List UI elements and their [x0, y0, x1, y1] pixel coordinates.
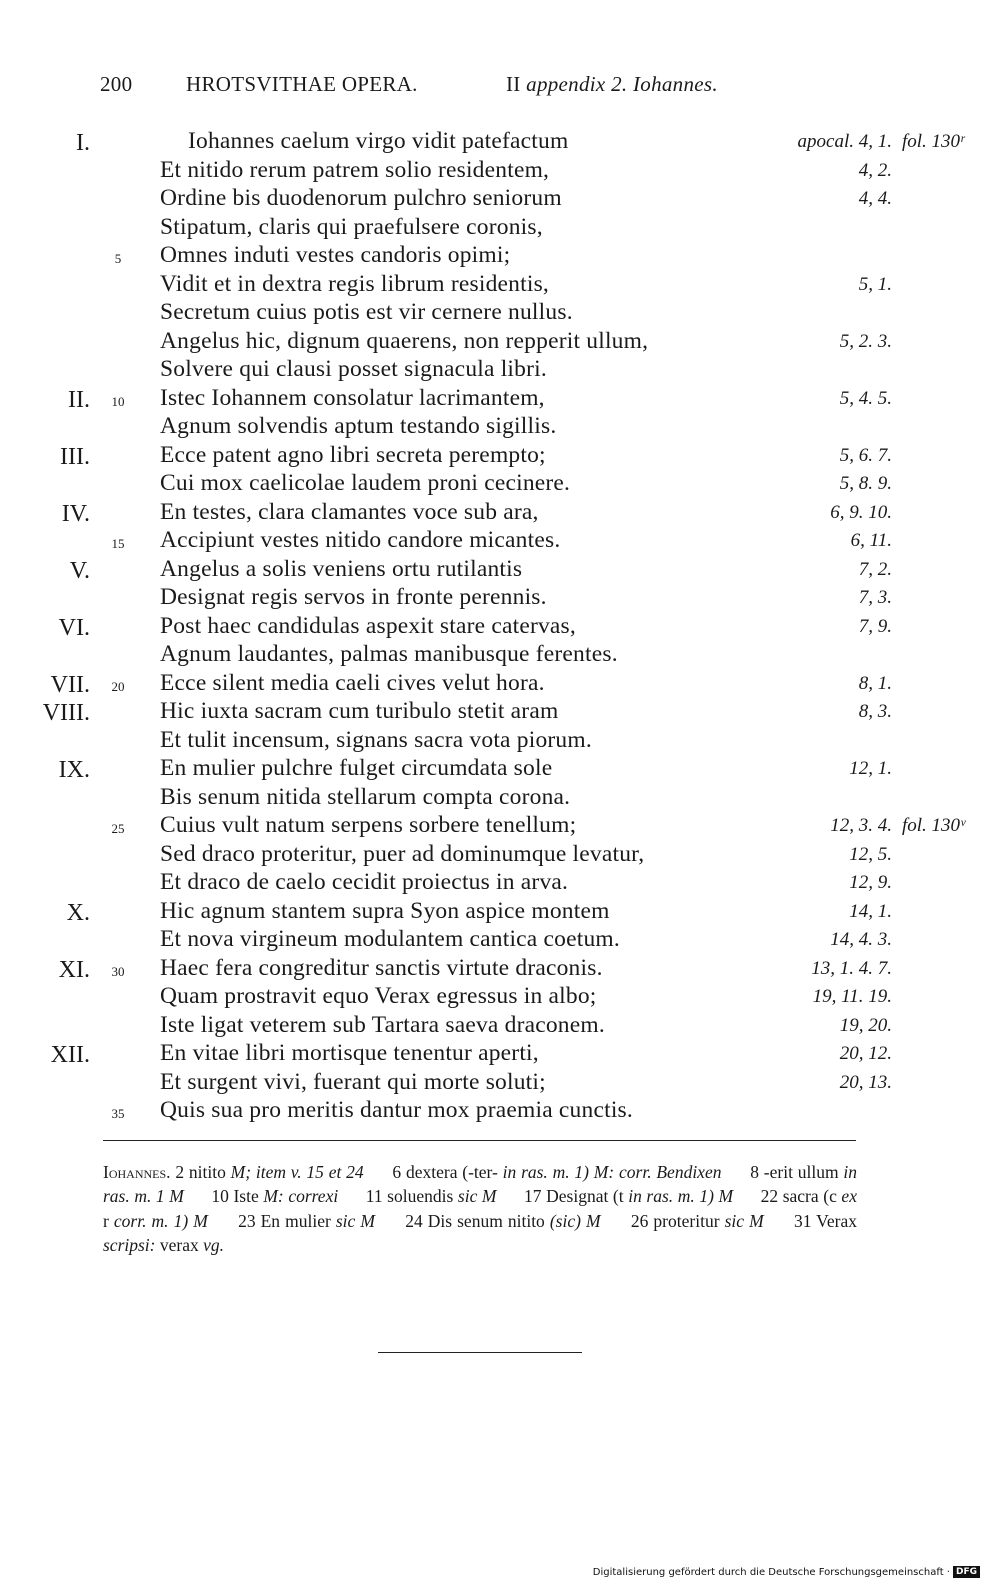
- line-number: 30: [111, 963, 125, 979]
- verse-text: Accipiunt vestes nitido candore micantes.: [160, 527, 561, 553]
- verse-text: Ecce silent media caeli cives velut hora.: [160, 669, 545, 696]
- section-numeral: VII.: [50, 671, 90, 698]
- note-fragment: M: correxi: [263, 1186, 339, 1207]
- scripture-reference: 5, 8. 9.: [839, 473, 892, 494]
- scripture-reference: 4, 2.: [858, 159, 892, 181]
- verse-text: Quam prostravit equo Verax egressus in albo;: [160, 983, 597, 1009]
- scripture-reference: 7, 2.: [858, 558, 892, 580]
- scripture-reference: 6, 11.: [850, 530, 892, 551]
- note-fragment: 24 Dis senum nitito: [374, 1210, 550, 1231]
- note-fragment: M; item v. 15 et 24: [230, 1162, 364, 1182]
- verse-text: Cuius vult natum serpens sorbere tenellum;: [160, 812, 577, 838]
- section-numeral: X.: [66, 899, 90, 926]
- section-numeral: V.: [69, 557, 90, 584]
- page-number: 200: [100, 72, 133, 96]
- section-numeral: I.: [76, 130, 90, 156]
- line-number: 25: [111, 821, 125, 836]
- verse-text: Hic agnum stantem supra Syon aspice montem: [160, 897, 610, 924]
- note-fragment: c: [829, 1186, 842, 1207]
- note-fragment: in ras. m. 1 M: [103, 1162, 862, 1207]
- section-numeral: VI.: [58, 614, 90, 641]
- verse-line: [0, 584, 1000, 613]
- verse-line: [0, 898, 1000, 927]
- verse-line: [0, 385, 1000, 414]
- scripture-reference: 8, 1.: [858, 672, 892, 694]
- note-fragment: 22 sacra (: [733, 1186, 830, 1207]
- verse-line: [0, 1097, 1000, 1126]
- note-fragment: 31 Verax: [763, 1210, 862, 1231]
- note-fragment: Iohannes.: [103, 1162, 171, 1182]
- verse-line: [0, 869, 1000, 898]
- verse-text: Et surgent vivi, fuerant qui morte soluti;: [160, 1068, 546, 1095]
- verse-line: [0, 128, 1000, 157]
- verse-text: Vidit et in dextra regis librum residentis,: [160, 270, 549, 297]
- critical-apparatus: [103, 1160, 862, 1257]
- note-fragment: 10 Iste: [183, 1186, 264, 1207]
- section-numeral: II.: [68, 386, 90, 413]
- verse-text: Angelus a solis veniens ortu rutilantis: [160, 555, 523, 582]
- scripture-reference: 14, 1.: [849, 900, 892, 922]
- verse-text: Agnum solvendis aptum testando sigillis.: [160, 413, 557, 439]
- verse-text: En testes, clara clamantes voce sub ara,: [160, 498, 539, 525]
- verse-line: [0, 356, 1000, 385]
- folio-marker: fol. 130ᵛ: [902, 815, 966, 836]
- end-rule: [378, 1352, 582, 1353]
- verse-text: Et tulit incensum, signans sacra vota piorum.: [160, 726, 592, 753]
- verse-line: [0, 983, 1000, 1012]
- scripture-reference: 12, 1.: [849, 758, 892, 779]
- verse-line: [0, 214, 1000, 243]
- scripture-reference: 20, 12.: [839, 1043, 892, 1064]
- scripture-reference: 5, 4. 5.: [839, 387, 892, 409]
- note-fragment: sic M: [335, 1210, 375, 1231]
- running-title: HROTSVITHAE OPERA.: [186, 72, 418, 96]
- line-number: 10: [111, 393, 125, 409]
- verse-line: [0, 641, 1000, 670]
- page-header: [100, 72, 718, 97]
- verse-line: [0, 442, 1000, 471]
- note-fragment: verax: [155, 1234, 204, 1255]
- verse-text: Ecce patent agno libri secreta perempto;: [160, 441, 546, 468]
- section-numeral: VIII.: [42, 700, 90, 726]
- verse-line: [0, 1040, 1000, 1069]
- scripture-reference: 5, 6. 7.: [839, 444, 892, 466]
- scripture-reference: 14, 4. 3.: [830, 929, 892, 950]
- note-fragment: vg.: [203, 1234, 225, 1255]
- note-fragment: sic M: [724, 1210, 764, 1231]
- note-fragment: ex: [841, 1186, 862, 1207]
- scripture-reference: 7, 3.: [858, 587, 892, 608]
- verse-text: Ordine bis duodenorum pulchro seniorum: [160, 185, 562, 211]
- verse-text: Hic iuxta sacram cum turibulo stetit aram: [160, 698, 559, 724]
- verse-text: En vitae libri mortisque tenentur aperti,: [160, 1040, 539, 1066]
- scripture-reference: 5, 2. 3.: [839, 330, 892, 352]
- verse-text: Cui mox caelicolae laudem proni cecinere.: [160, 470, 571, 496]
- verse-text: Istec Iohannem consolatur lacrimantem,: [160, 384, 545, 411]
- scripture-reference: 12, 9.: [849, 872, 892, 893]
- line-number: 5: [114, 251, 122, 266]
- verse-text: Angelus hic, dignum quaerens, non repperit ullum,: [160, 327, 649, 354]
- section-italic: appendix 2. Iohannes.: [526, 72, 718, 96]
- verse-line: [0, 698, 1000, 727]
- scripture-reference: 8, 3.: [858, 701, 892, 722]
- note-fragment: 8 -erit ullum: [721, 1162, 844, 1182]
- dfg-logo: DFG: [953, 1566, 980, 1578]
- verse-line: [0, 470, 1000, 499]
- verse-text: En mulier pulchre fulget circumdata sole: [160, 755, 553, 781]
- verse-text: Et draco de caelo cecidit proiectus in arva.: [160, 869, 569, 895]
- note-fragment: 2 nitito: [170, 1162, 231, 1182]
- scripture-reference: apocal. 4, 1.: [797, 131, 892, 152]
- verse-line: [0, 841, 1000, 870]
- verse-text: Haec fera congreditur sanctis virtute draconis.: [160, 954, 603, 981]
- line-number: 20: [111, 678, 125, 694]
- verse-line: [0, 955, 1000, 984]
- verse-line: [0, 727, 1000, 756]
- note-fragment: in ras. m. 1) M: corr. Bendixen: [502, 1162, 722, 1182]
- verse-line: [0, 271, 1000, 300]
- verse-line: [0, 1069, 1000, 1098]
- note-fragment: 23 En mulier: [207, 1210, 336, 1231]
- line-number: 35: [111, 1106, 125, 1121]
- note-fragment: corr. m. 1) M: [113, 1210, 208, 1231]
- verse-text: Secretum cuius potis est vir cernere nullus.: [160, 299, 573, 325]
- section-numeral: IX.: [58, 757, 90, 783]
- footnote-rule: [103, 1140, 856, 1141]
- verse-line: [0, 812, 1000, 841]
- scripture-reference: 13, 1. 4. 7.: [811, 957, 892, 979]
- verse-line: [0, 556, 1000, 585]
- note-fragment: scripsi:: [103, 1234, 156, 1255]
- verse-text: Et nitido rerum patrem solio residentem,: [160, 156, 550, 183]
- verse-line: [0, 670, 1000, 699]
- verse-text: Omnes induti vestes candoris opimi;: [160, 242, 511, 268]
- verse-line: [0, 784, 1000, 813]
- scripture-reference: 6, 9. 10.: [830, 501, 892, 523]
- verse-line: [0, 527, 1000, 556]
- scripture-reference: 5, 1.: [858, 273, 892, 295]
- note-fragment: in ras. m. 1) M: [628, 1186, 734, 1207]
- section-prefix: II: [506, 72, 521, 96]
- note-fragment: r: [103, 1210, 114, 1231]
- verse-text: Iste ligat veterem sub Tartara saeva draconem.: [160, 1011, 605, 1038]
- verse-text: Stipatum, claris qui praefulsere coronis,: [160, 213, 543, 240]
- verse-line: [0, 242, 1000, 271]
- verse-text: Designat regis servos in fronte perennis.: [160, 584, 547, 610]
- scripture-reference: 4, 4.: [858, 188, 892, 209]
- verse-text: Et nova virgineum modulantem cantica coetum.: [160, 926, 620, 952]
- line-number: 15: [111, 536, 125, 551]
- note-fragment: t: [618, 1186, 629, 1207]
- section-numeral: XII.: [50, 1042, 90, 1068]
- verse-line: [0, 1012, 1000, 1041]
- note-fragment: 26 proteritur: [600, 1210, 725, 1231]
- verse-line: [0, 613, 1000, 642]
- verse-text: Quis sua pro meritis dantur mox praemia cunctis.: [160, 1097, 633, 1123]
- note-fragment: 11 soluendis: [338, 1186, 458, 1207]
- digitization-footer: [593, 1566, 980, 1578]
- verse-text: Agnum laudantes, palmas manibusque ferentes.: [160, 641, 618, 667]
- verse-text: Sed draco proteritur, puer ad dominumque levatur,: [160, 840, 645, 867]
- verse-line: [0, 299, 1000, 328]
- scripture-reference: 12, 5.: [849, 843, 892, 865]
- verse-list: [0, 128, 1000, 1126]
- scripture-reference: 7, 9.: [858, 615, 892, 637]
- scripture-reference: 19, 11. 19.: [812, 986, 892, 1007]
- footer-text: Digitalisierung gefördert durch die Deutsche Forschungsgemeinschaft ·: [592, 1567, 950, 1578]
- folio-marker: fol. 130ʳ: [902, 131, 965, 152]
- verse-text: Iohannes caelum virgo vidit patefactum: [188, 128, 569, 154]
- verse-line: [0, 926, 1000, 955]
- note-fragment: 6 dextera (: [363, 1162, 469, 1182]
- note-fragment: -ter-: [468, 1162, 503, 1182]
- verse-line: [0, 499, 1000, 528]
- note-fragment: 17 Designat (: [496, 1186, 619, 1207]
- verse-line: [0, 413, 1000, 442]
- verse-line: [0, 755, 1000, 784]
- section-numeral: XI.: [58, 956, 90, 983]
- section-numeral: IV.: [61, 500, 90, 527]
- verse-text: Bis senum nitida stellarum compta corona.: [160, 783, 571, 810]
- section-numeral: III.: [60, 443, 90, 470]
- scripture-reference: 12, 3. 4.: [830, 815, 892, 836]
- verse-line: [0, 185, 1000, 214]
- verse-text: Solvere qui clausi posset signacula libri.: [160, 356, 547, 382]
- scripture-reference: 20, 13.: [839, 1071, 892, 1093]
- scripture-reference: 19, 20.: [839, 1014, 892, 1036]
- verse-line: [0, 328, 1000, 357]
- note-fragment: (sic) M: [549, 1210, 601, 1231]
- verse-text: Post haec candidulas aspexit stare catervas,: [160, 612, 576, 639]
- verse-line: [0, 157, 1000, 186]
- section-title: [506, 72, 718, 96]
- note-fragment: sic M: [457, 1186, 497, 1207]
